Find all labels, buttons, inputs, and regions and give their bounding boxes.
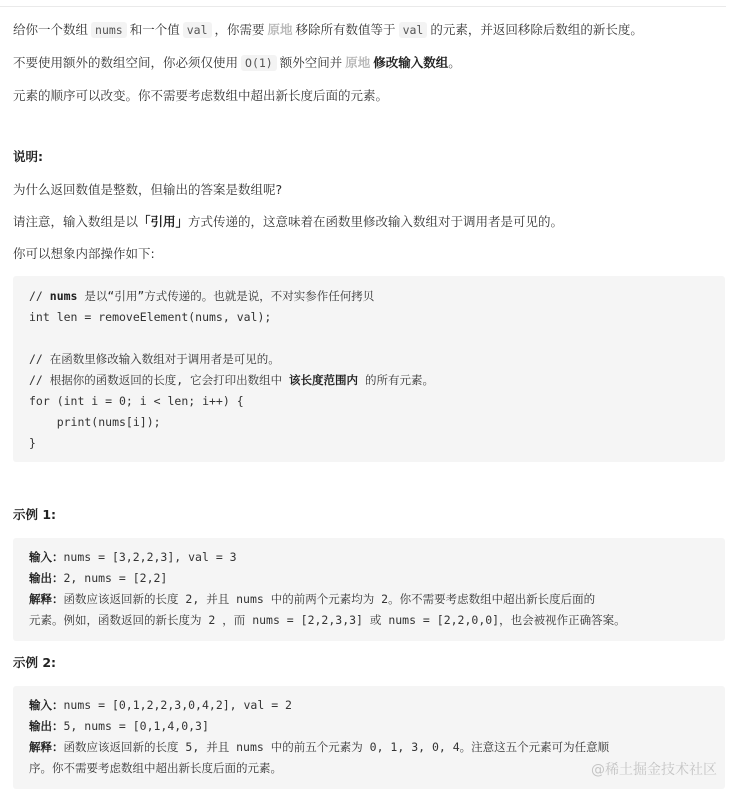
code-line-5: for (int i = 0; i < len; i++) { <box>29 394 244 408</box>
example-2-output <box>29 716 209 737</box>
inline-code-o1: O(1) <box>241 55 277 71</box>
code-bold-nums: nums <box>49 289 78 303</box>
output-value: 2, nums = [2,2] <box>63 571 168 585</box>
example-1-input <box>29 547 237 568</box>
intro-line-2 <box>13 53 461 73</box>
explain-heading: 说明: <box>13 149 43 164</box>
explain-imagine: 你可以想象内部操作如下: <box>13 246 155 261</box>
code-line-2: int len = removeElement(nums, val); <box>29 310 272 324</box>
code-text: // <box>29 289 50 303</box>
input-label: 输入： <box>29 698 64 712</box>
code-text: 是以“引用”方式传递的。也就是说，不对实参作任何拷贝 <box>77 289 375 303</box>
code-line-6: print(nums[i]); <box>29 415 161 429</box>
highlight-in-place: 原地 <box>345 55 371 70</box>
code-line-4 <box>29 370 434 391</box>
example-1-output <box>29 568 167 589</box>
explain-text: 方式传递的，这意味着在函数里修改输入数组对于调用者是可见的。 <box>188 214 564 229</box>
explanation-text: 函数应该返回新的长度 5, 并且 nums 中的前五个元素为 0, 1, 3, 0, 4。注意这五个元素可为任意顺 <box>63 740 610 754</box>
example-1-explanation <box>29 589 595 610</box>
code-text: // 根据你的函数返回的长度, 它会打印出数组中 <box>29 373 290 387</box>
site-watermark: @稀土掘金技术社区 <box>591 762 717 778</box>
explanation-text: 函数应该返回新的长度 2, 并且 nums 中的前两个元素均为 2。你不需要考虑数组中超出新长度后面的 <box>63 592 596 606</box>
example-1-explanation-cont: 元素。例如，函数返回的新长度为 2 ，而 nums = [2,2,3,3] 或 nums = [2,2,0,0]，也会被视作正确答案。 <box>29 613 626 627</box>
bold-modify-input: 修改输入数组 <box>373 55 449 70</box>
input-value: nums = [0,1,2,2,3,0,4,2], val = 2 <box>63 698 292 712</box>
example-2-explanation <box>29 737 609 758</box>
intro-text: 的元素，并返回移除后数组的新长度。 <box>430 22 643 37</box>
explanation-label: 解释： <box>29 740 64 754</box>
explain-text: 请注意，输入数组是以 <box>13 214 139 229</box>
intro-line-1 <box>13 20 643 40</box>
example-1-block <box>13 538 725 641</box>
explanation-label: 解释： <box>29 592 64 606</box>
code-block <box>13 276 725 462</box>
explain-note <box>13 212 563 232</box>
inline-code-nums: nums <box>91 22 127 38</box>
intro-text: 移除所有数值等于 <box>295 22 396 37</box>
bold-reference: 「引用」 <box>138 214 189 229</box>
highlight-in-place: 原地 <box>267 22 293 37</box>
code-bold-range: 该长度范围内 <box>289 373 359 387</box>
intro-text: 和一个值 <box>129 22 180 37</box>
example-2-explanation-cont: 序。你不需要考虑数组中超出新长度后面的元素。 <box>29 761 282 775</box>
input-label: 输入： <box>29 550 64 564</box>
example-2-input <box>29 695 292 716</box>
input-value: nums = [3,2,2,3], val = 3 <box>63 550 237 564</box>
top-divider <box>0 6 726 7</box>
code-text: 的所有元素。 <box>358 373 434 387</box>
output-label: 输出： <box>29 719 64 733</box>
output-label: 输出： <box>29 571 64 585</box>
code-line-1 <box>29 286 374 307</box>
intro-text: 不要使用额外的数组空间，你必须仅使用 <box>13 55 239 70</box>
intro-text: 。 <box>448 55 461 70</box>
intro-text: 给你一个数组 <box>13 22 89 37</box>
example-2-heading: 示例 2: <box>13 655 57 670</box>
code-line-7: } <box>29 436 36 450</box>
intro-line-3: 元素的顺序可以改变。你不需要考虑数组中超出新长度后面的元素。 <box>13 88 389 103</box>
intro-text: ，你需要 <box>214 22 265 37</box>
example-1-heading: 示例 1: <box>13 507 57 522</box>
intro-text: 额外空间并 <box>279 55 343 70</box>
explain-question: 为什么返回数值是整数，但输出的答案是数组呢? <box>13 182 283 197</box>
code-line-3: // 在函数里修改输入数组对于调用者是可见的。 <box>29 352 280 366</box>
output-value: 5, nums = [0,1,4,0,3] <box>63 719 209 733</box>
inline-code-val: val <box>399 22 428 38</box>
inline-code-val: val <box>183 22 212 38</box>
